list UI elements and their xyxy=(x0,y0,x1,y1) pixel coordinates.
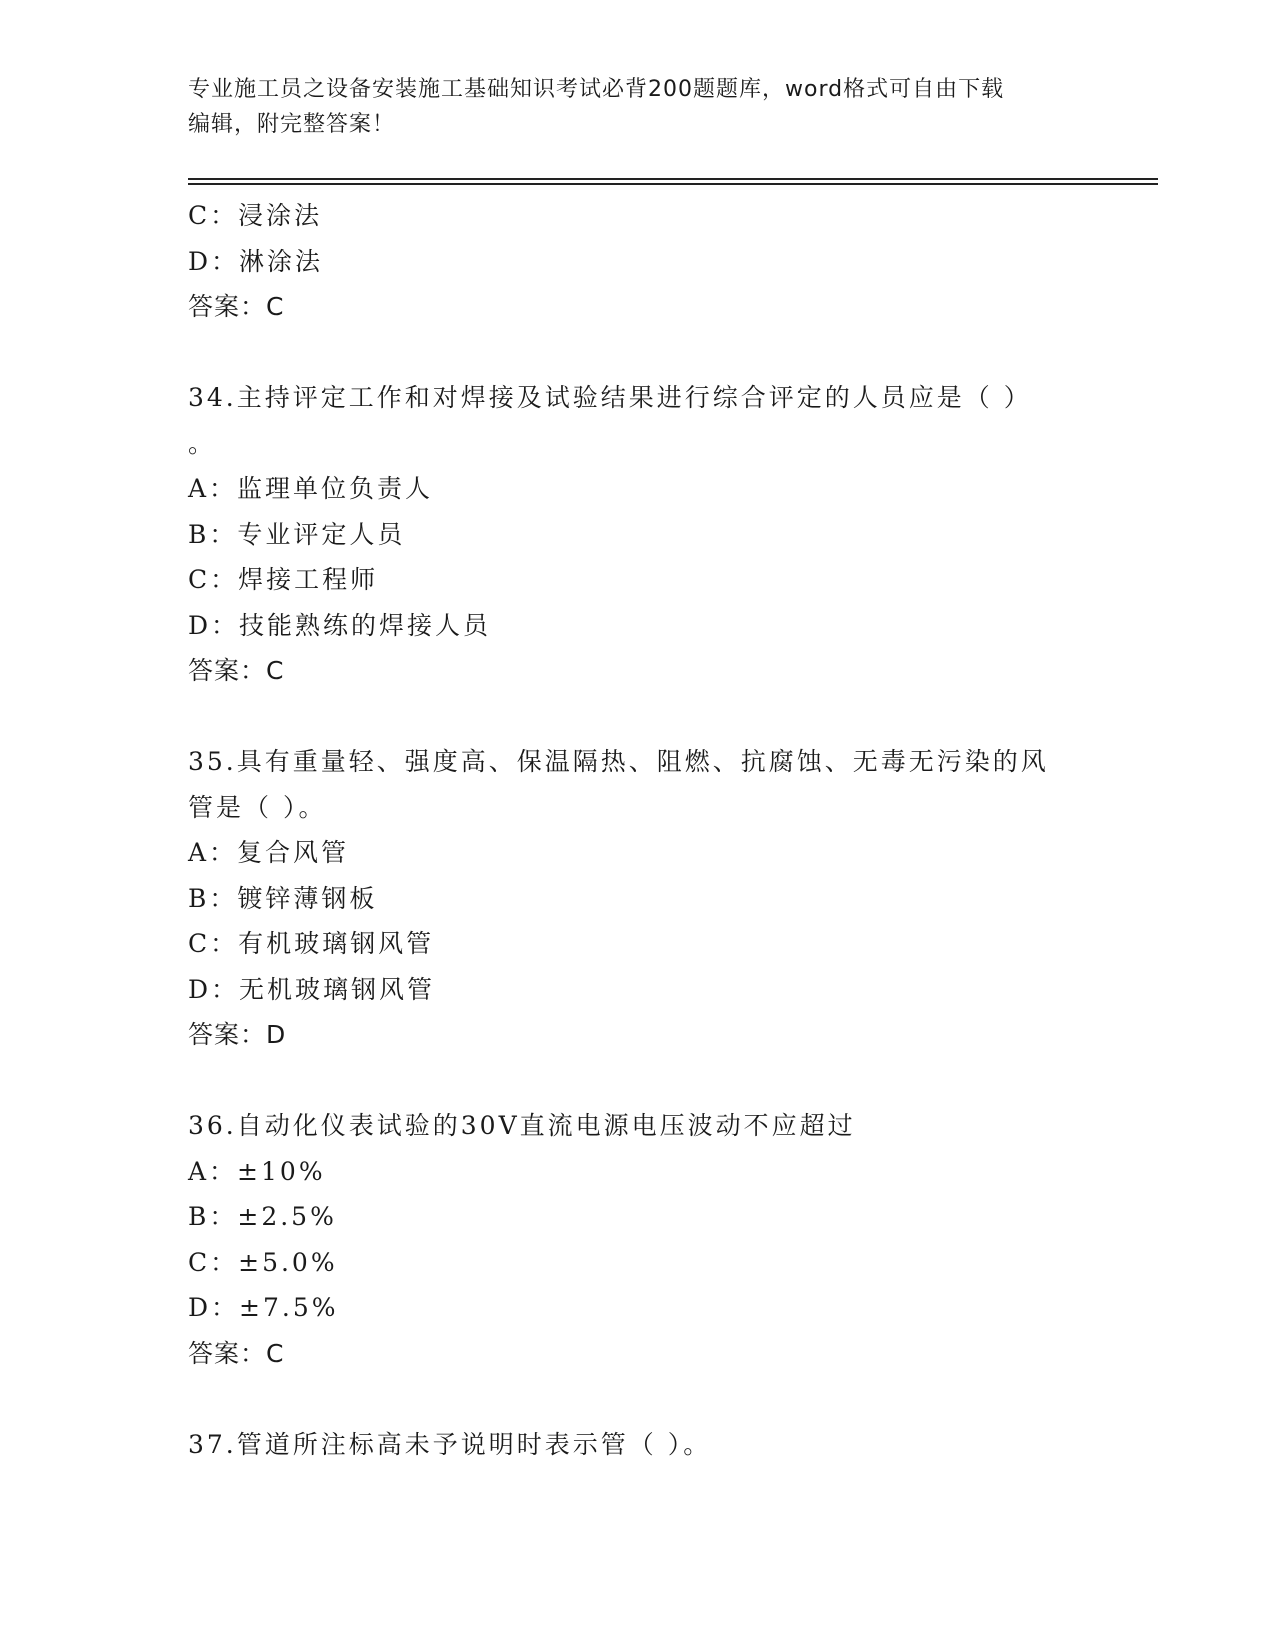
question-stem: 37.管道所注标高未予说明时表示管（ ）。 xyxy=(188,1429,712,1459)
question-35 xyxy=(188,739,1088,1058)
header-rule-bottom xyxy=(188,183,1158,185)
option-d: D：淋涂法 xyxy=(188,246,324,276)
header-rule-top xyxy=(188,178,1158,180)
option-c: C：焊接工程师 xyxy=(188,565,379,594)
answer: 答案：C xyxy=(188,292,285,321)
header-line-1: 专业施工员之设备安装施工基础知识考试必背200题题库，word格式可自由下载 xyxy=(188,77,1005,102)
answer: 答案：C xyxy=(188,1338,285,1368)
answer: 答案：C xyxy=(188,656,285,685)
option-c: C：有机玻璃钢风管 xyxy=(188,929,435,958)
question-stem: 36.自动化仪表试验的30V直流电源电压波动不应超过 xyxy=(188,1111,856,1140)
question-37 xyxy=(188,1422,1088,1468)
option-d: D：±7.5% xyxy=(188,1293,339,1322)
option-b: B：±2.5% xyxy=(188,1202,337,1231)
option-a: A：±10% xyxy=(188,1156,326,1186)
option-c: C：浸涂法 xyxy=(188,201,323,230)
option-b: B：专业评定人员 xyxy=(188,519,406,549)
question-36 xyxy=(188,1103,1088,1376)
option-b: B：镀锌薄钢板 xyxy=(188,883,378,913)
answer: 答案：D xyxy=(188,1020,287,1049)
question-stem-continuation: 管是（ ）。 xyxy=(188,792,327,822)
option-c: C：±5.0% xyxy=(188,1247,338,1277)
question-stem: 34.主持评定工作和对焊接及试验结果进行综合评定的人员应是（ ） xyxy=(188,383,1032,412)
option-d: D：技能熟练的焊接人员 xyxy=(188,610,492,640)
option-a: A：复合风管 xyxy=(188,838,350,867)
question-34 xyxy=(188,375,1088,694)
document-header xyxy=(188,72,1068,142)
question-stem: 35.具有重量轻、强度高、保温隔热、阻燃、抗腐蚀、无毒无污染的风 xyxy=(188,747,1049,776)
header-line-2: 编辑，附完整答案！ xyxy=(188,112,396,137)
option-d: D：无机玻璃钢风管 xyxy=(188,974,436,1004)
document-body xyxy=(188,193,1088,1467)
option-a: A：监理单位负责人 xyxy=(188,474,434,503)
question-stem-continuation: 。 xyxy=(188,428,217,458)
continued-question xyxy=(188,193,1088,330)
